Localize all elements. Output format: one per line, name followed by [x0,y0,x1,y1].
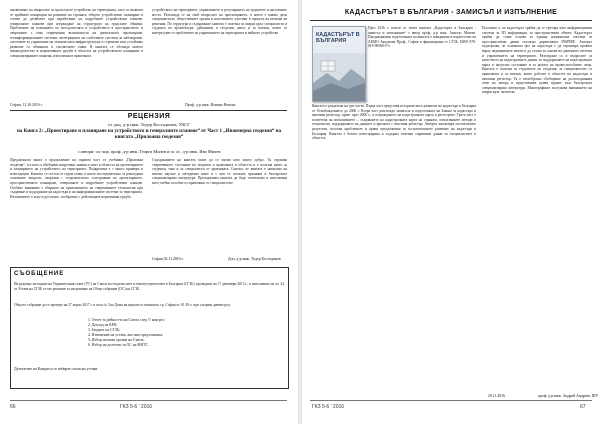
review-heading: РЕЦЕНЗИЯ [127,113,171,120]
review-signature-name: Доц. д-р инж. Тодор Костадинов [228,257,281,261]
agenda-item: 4. Изменение на устава, ако има предложения; [88,333,164,337]
review-signature-date: София 02.11.2016 г. [152,257,184,261]
notice-heading: СЪОБЩЕНИЕ [14,271,65,277]
journal-issue: ГКЗ 5-6 ' 2016 [312,404,345,410]
notice-paragraph-1: На редовно заседание на Управителния съвет (УС) на Съюза на геодезистите и землеустроителите в България (СГЗБ), проведено на 17 декември 2015 г., в изпълнение на чл. 24 от Устава на СГЗБ се взе решение за насрочване на Общо събрание (ОС) на СГЗБ. [14,282,284,291]
footer-rule [10,400,287,401]
review-book-authors: с автори: чл.-кор. проф. д-р инж. Георги Милев и гл. ас. д-р инж. Иво Милев [77,149,221,154]
article-heading: КАДАСТЪРЪТ В БЪЛГАРИЯ - ЗАМИСЪЛ И ИЗПЪЛНЕНИЕ [344,9,558,16]
section-divider [10,110,287,111]
review-body-left-column: Предлаганата книга е продължение на първата част от учебника „Приложна геодезия“, и в нея са обобщени натрупани знания и опит в областта на проектирането и планирането на устройството на територията. Подкрепена е с много примери и илюстрации. Книгата се състои от седем глави, в които последователно са разгледани основните въпроси, свързани с геодезическото осигуряване на проектирането, пространственото планиране, генералните и подробните устройствени планове. Особено внимание е обърнато на приложението на съвременните технологии при създаване и поддържане на кадастъра и на информационните системи за територията. Изложението е ясно и достъпно, съобразено с действащата нормативна уредба. [10,158,143,199]
page-number: 67 [580,404,586,410]
left-page [0,0,298,424]
review-body-right-column: Съдържанието на книгата може да се оцени като много добро. Тя отразява съвременното състояние на теорията и практиката в областта и е полезна както за студенти, така и за специалисти от практиката. Считам, че книгата е написана на високо научно и методично ниво и с нея се попълва празнина в българската специализирана литература. Препоръчвам книгата да бъде отпечатана и използвана като учебно пособие и справочник от специалистите. [152,158,287,185]
footer-rule [310,400,592,401]
article-heading-bar [310,6,592,21]
article-signature-date: София, 12.10.2016 г. [10,103,43,107]
review-book-title: на Книга 2: „Проектиране и планиране на устройството и генералните планове“ от Част 1 „Инженерна геодезия“ на книгата „Приложна геодезия“ [16,129,282,140]
article-continuation-left-column: заключение на въпросите за цялостното устройство на територията, като се включат от идейните концепции на развитие на страната, общото устройствено планиране и стоене до детайлите при изработване на подробните устройствени планове, генералните планове при изграждане на структурата на градските общини. Проблемите на познанието по методологията и устройството в пространството и свързаните с това съвременни възможности на дигиталното проектиране, геоинформационните системи, интеграцията на глобалните системи за наблюдение, системите за управление на техническата инфраструктура и стремежа към устойчиво развитие са обхванати в съответните глави. В книгата се обсъжда новото законодателство и нормативната уредба в областта на устройственото планиране и специализираните понятия, използвани в практиката. [10,8,143,58]
right-page [302,0,600,424]
book-cover-illustration [313,53,365,101]
agenda-list [88,318,165,348]
article-continuation-right-column: устройството на териториите, управлението и регулирането на градовете и населените места. Разглежда се на свой въпросите на проектирането, в които е важно дали специалистите, обществените органи и населението участват в процеса на вземане на решения. По структура и съдържание книгата е полезна за широк кръг специалисти и студенти по архитектура, урбанизъм и геодезия, както и за всички, които се интересуват от проблемите на управлението на територията и нейното устройство. [152,8,287,35]
book-cover-title: КАДАСТЪРЪТ В БЪЛГАРИЯ [316,32,360,44]
page-number: 66 [10,404,16,410]
agenda-item: 5. Избор на нови органи на Съюза; [88,338,145,342]
review-author-line: от доц. д-р инж. Тодор Костадинов, УАСГ [108,122,190,127]
article-body-left-column: Книгата е разделена на три части. Първа част представя историческото развитие на кадастъра в България от Освобождението до 2000 г. Втора част разглежда замисъла и подготовката на Закона за кадастъра и имотния регистър, приет през 2000 г., и изграждането на кадастралната карта и регистрите. Трета част е посветена на изпълнението – създаването на кадастралната карта на страната, използваните методи и технологии, поддържането на данните и връзката с имотния регистър. Авторът анализира постигнатите резултати, посочва проблемите и прави предложения за по-нататъшното развитие на кадастъра в България. Книгата е богато илюстрирана и съдържа полезни справочни данни за специалистите в областта. [312,104,476,141]
journal-issue: ГКЗ 5-6 ' 2016 [120,404,153,410]
agenda-item: 6. Избор на делегати за ОС на ФНТС. [88,343,149,347]
article-signature-name: проф. д-р инж. Андрей Андреев, ШУ [538,394,599,398]
article-body-right-column: Посочено е, че кадастърът трябва да се третира като информационна система за 3D информация, за пространствени обекти. Кадастърът трябва да стане основа за единна национална система за пространствени данни съгласно директивата INSPIRE. Авторът подчертава, че основната цел на кадастъра е да гарантира правата върху недвижимите имоти и да служи за основа на данъчната система и управлението на територията. Разгледани са и въпросите за качеството на кадастралните данни, за поддържането на кадастралната карта в актуално състояние и за ролята на правоспособните лица. Книгата е полезна за студентите по геодезия, за специалистите от практиката и за всички, които работят в областта на кадастъра и имотния регистър. Тя е своеобразно обобщение на дългогодишния опит на автора и представлява ценен принос към българската специализирана литература. Монографията заслужава вниманието на широк кръг читатели. [482,26,592,95]
agenda-item: 2. Доклад на КРК; [88,323,118,327]
notice-closing-line: Делегатите на Конгреса се избират съгласно устава. [14,367,99,371]
article-intro-column: През 2016 г. излезе от печат книгата „Кадастърът в България - замисъл и изпълнение“ с автор проф. д-р инж. Анастас Матеев. Предназначена подготовката на книгата е извършена в издателство на АКМО Академик Проф., София и финансирана от СГЗБ. ISBN 978-619-90068-0-3. [368,26,476,49]
book-cover-image [312,26,366,102]
agenda-item: 3. Бюджет на СГЗБ; [88,328,121,332]
article-signature-name: Проф. д-р инж. Илияна Ненова [185,103,236,107]
article-signature-date: 29.11.2016 [488,394,505,398]
agenda-item: 1. Отчет за дейността на Съюза след V конгрес; [88,318,166,322]
notice-paragraph-2: Общото събрание да се проведе на 27 април 2017 г. в зала № 3 на Дома на науката и техниката, гр. София от 10.30 ч. при следния дневен ред: [14,303,231,307]
